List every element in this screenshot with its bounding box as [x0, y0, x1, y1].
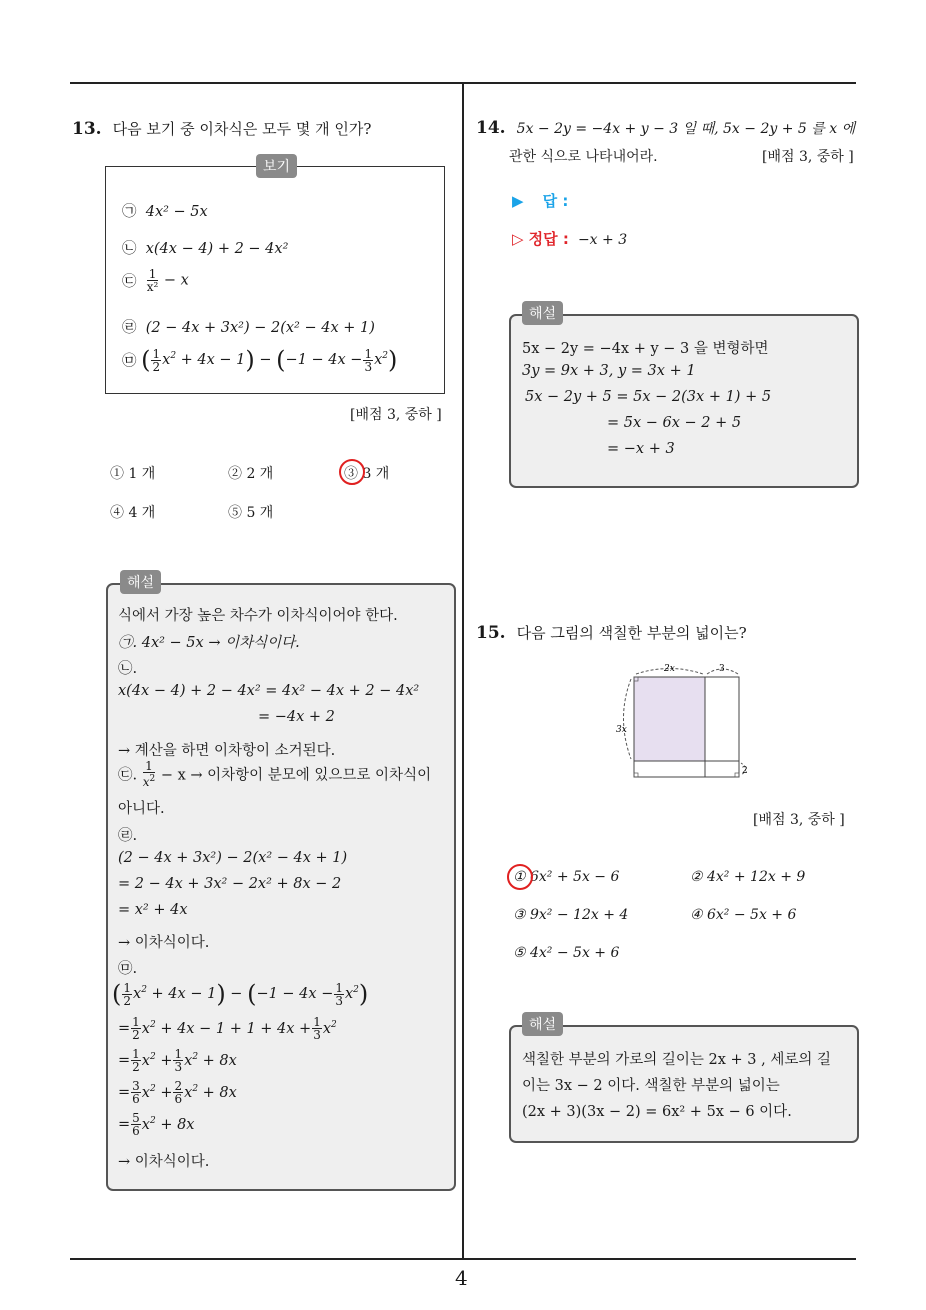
- q13-sol-l18b: = $\frac{5}{6}$ $x^2 + 8x$: [118, 1111, 195, 1138]
- q13-sol-l2: ㉠. 4x² − 5x → 이차식이다.: [118, 635, 300, 651]
- q15-sol-l3: (2x + 3)(3x − 2) = 6x² + 5x − 6 이다.: [522, 1104, 792, 1120]
- page-number: 4: [455, 1266, 468, 1290]
- q13-sol-l13: → 이차식이다.: [118, 935, 210, 951]
- q14-answer-row: [512, 190, 568, 211]
- q13-header: [72, 118, 371, 139]
- q14-correct-label: 정답 :: [528, 230, 569, 248]
- q13-sol-l7: ㉢. $\frac{1}{x^2}$ − x → 이차항이 분모에 있으므로 이차식이: [118, 759, 432, 789]
- q15-figure-label-top-right: 3: [719, 664, 725, 674]
- q13-sol-l15: ( $\frac{1}{2}$ $x^2 + 4x - 1) - (-1 - 4x$ − $\frac{1}{3}$ $x^2$): [112, 980, 369, 1008]
- q13-sol-l18a: = $\frac{3}{6}$ $x^2$ + $\frac{2}{6}$ $x^2 + 8x$: [118, 1079, 237, 1106]
- q13-sol-l8: 아니다.: [118, 801, 165, 817]
- q13-item-c-fraction: $\frac{1}{\text{x²}}$: [146, 267, 159, 294]
- q13-item-a: ㉠ 4x² − 5x: [122, 204, 208, 220]
- q15-solution-label: 해설: [522, 1012, 563, 1036]
- q15-score: [배점 3, 중하 ]: [753, 812, 845, 828]
- q15-figure-label-top-left: 2x: [664, 664, 675, 674]
- q13-sol-l1: 식에서 가장 높은 차수가 이차식이어야 한다.: [118, 608, 398, 624]
- q14-sol-l2: 3y = 9x + 3, y = 3x + 1: [522, 363, 696, 379]
- q13-choice-3[interactable]: ③ 3 개: [344, 466, 390, 482]
- q14-score: [배점 3, 중하 ]: [762, 149, 854, 165]
- q13-item-e: ㉤ ( $\frac{1}{2}$ $x^2 + 4x - 1) - (-1 - 4x$ − $\frac{1}{3}$ $x^2$): [122, 346, 398, 374]
- q13-solution-label: 해설: [120, 570, 161, 594]
- q14-sol-l3: 5x − 2y + 5 = 5x − 2(3x + 1) + 5: [525, 389, 772, 405]
- q15-selected-mark-icon: [507, 864, 533, 890]
- q13-item-d: ㉣ (2 − 4x + 3x²) − 2(x² − 4x + 1): [122, 320, 375, 336]
- bottom-rule: [70, 1258, 856, 1260]
- q15-choice-3[interactable]: ③ 9x² − 12x + 4: [513, 907, 629, 923]
- q13-sol-l9: ㉣.: [118, 828, 138, 844]
- q15-sol-l1: 색칠한 부분의 가로의 길이는 2x + 3 , 세로의 길: [522, 1052, 831, 1068]
- q14-sol-l4: = 5x − 6x − 2 + 5: [607, 415, 742, 431]
- q15-choice-2[interactable]: ② 4x² + 12x + 9: [690, 869, 806, 885]
- q13-choice-5[interactable]: ⑤ 5 개: [228, 505, 274, 521]
- q13-sol-l6: → 계산을 하면 이차항이 소거된다.: [118, 743, 336, 759]
- q15-choice-5[interactable]: ⑤ 4x² − 5x + 6: [513, 945, 620, 961]
- q15-number: 15.: [476, 623, 506, 643]
- q15-choice-4[interactable]: ④ 6x² − 5x + 6: [690, 907, 797, 923]
- q13-selected-mark-icon: [339, 459, 365, 485]
- q15-sol-l2: 이는 3x − 2 이다. 색칠한 부분의 넓이는: [522, 1078, 780, 1094]
- outline-arrow-icon: ▷: [512, 230, 524, 248]
- q13-sol-l10: (2 − 4x + 3x²) − 2(x² − 4x + 1): [118, 850, 348, 866]
- q15-question: 다음 그림의 색칠한 부분의 넓이는?: [516, 624, 747, 642]
- q13-score: [배점 3, 중하 ]: [350, 407, 442, 423]
- q13-sol-l12: = x² + 4x: [118, 902, 188, 918]
- q13-sol-l17: = $\frac{1}{2}$ $x^2$ + $\frac{1}{3}$ $x^2 + 8x$: [118, 1047, 237, 1074]
- q13-sol-l14: ㉤.: [118, 961, 138, 977]
- q13-choice-1[interactable]: ① 1 개: [110, 466, 156, 482]
- q15-figure: [612, 660, 762, 790]
- q13-item-b: ㉡ x(4x − 4) + 2 − 4x²: [122, 241, 289, 257]
- q13-sol-l19: → 이차식이다.: [118, 1154, 210, 1170]
- q13-choice-4[interactable]: ④ 4 개: [110, 505, 156, 521]
- q15-figure-label-right: 2: [742, 766, 748, 776]
- q14-correct-row: [512, 228, 627, 249]
- q14-sol-l5: = −x + 3: [607, 441, 675, 457]
- q13-question: 다음 보기 중 이차식은 모두 몇 개 인가?: [112, 120, 372, 138]
- q14-number: 14.: [476, 118, 506, 138]
- q13-choice-2[interactable]: ② 2 개: [228, 466, 274, 482]
- play-arrow-icon: ▶: [512, 192, 524, 210]
- q13-number: 13.: [72, 119, 102, 139]
- q14-header: [476, 118, 855, 138]
- q13-sol-l4: x(4x − 4) + 2 − 4x² = 4x² − 4x + 2 − 4x²: [118, 683, 420, 699]
- q13-bogi-label: 보기: [256, 154, 297, 178]
- q13-item-c: ㉢ $\frac{1}{\text{x²}}$ − x: [122, 267, 189, 294]
- column-divider: [462, 83, 464, 1259]
- q13-sol-l16: = $\frac{1}{2}$ $x^2 + 4x - 1 + 1 + 4x$ + $\frac{1}{3}$ $x^2$: [118, 1015, 337, 1042]
- q14-question-line2: 관한 식으로 나타내어라.: [509, 149, 658, 165]
- q13-sol-l5: = −4x + 2: [258, 709, 335, 725]
- q13-sol-l3: ㉡.: [118, 661, 138, 677]
- q14-solution-label: 해설: [522, 301, 563, 325]
- q14-sol-l1: 5x − 2y = −4x + y − 3 을 변형하면: [522, 341, 769, 357]
- q15-header: [476, 622, 747, 643]
- q14-answer-label: 답 :: [542, 192, 569, 210]
- q15-choice-1[interactable]: ① 6x² + 5x − 6: [513, 869, 620, 885]
- q15-figure-label-left: 3x: [616, 725, 627, 735]
- q14-correct-value: −x + 3: [577, 232, 628, 248]
- q13-sol-l11: = 2 − 4x + 3x² − 2x² + 8x − 2: [118, 876, 342, 892]
- q14-question-line1: 5x − 2y = −4x + y − 3 일 때, 5x − 2y + 5 를 x 에: [516, 121, 856, 137]
